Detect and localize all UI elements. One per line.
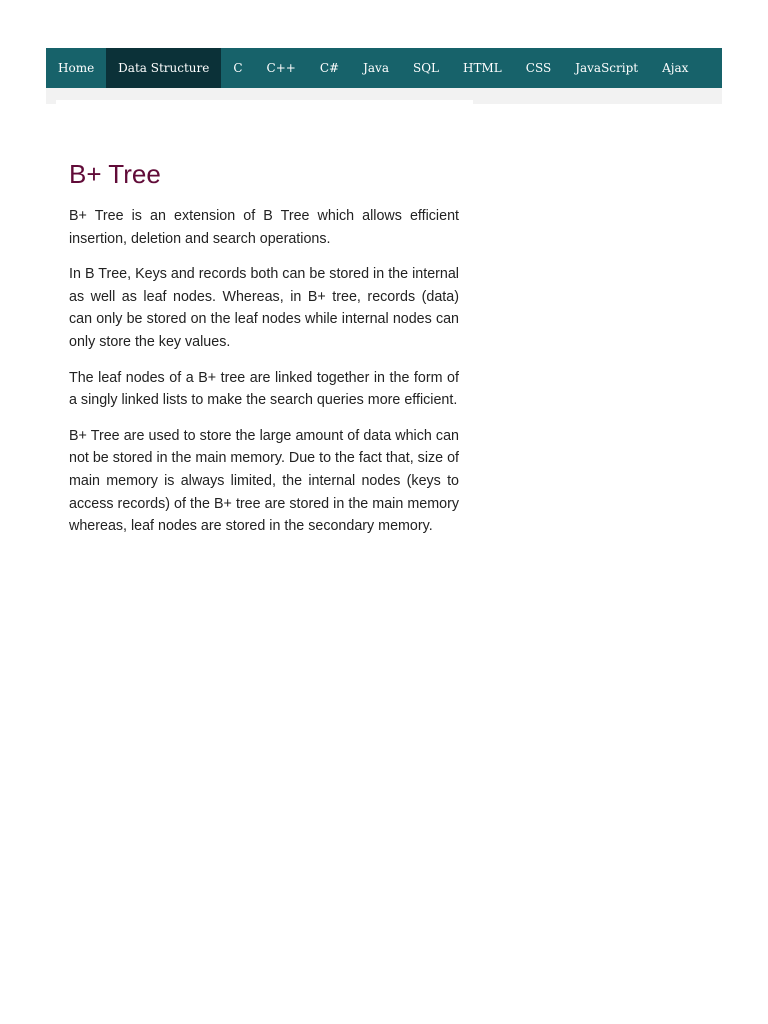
article-body	[69, 205, 459, 551]
nav-ajax[interactable]: Ajax	[662, 61, 689, 75]
article-paragraph: B+ Tree are used to store the large amount of data which can not be stored in the main memory. Due to the fact that, size of main memory is always limited, the internal nodes (keys to access records) of the B+ tree are stored in the main memory whereas, leaf nodes are stored in the secondary memory.	[69, 427, 459, 535]
top-navigation	[46, 48, 722, 88]
page-title: B+ Tree	[69, 159, 161, 189]
article-paragraph: The leaf nodes of a B+ tree are linked together in the form of a singly linked lists to make the search queries more efficient.	[69, 369, 459, 409]
nav-data-structure[interactable]: Data Structure	[106, 48, 221, 88]
nav-css[interactable]: CSS	[525, 61, 552, 75]
article-paragraph: In B Tree, Keys and records both can be stored in the internal as well as leaf nodes. Whereas, in B+ tree, records (data) can only be stored on the leaf nodes while internal nodes can only store the key values.	[69, 266, 459, 350]
nav-javascript[interactable]: JavaScript	[575, 61, 639, 75]
nav-c[interactable]: C	[233, 61, 243, 75]
nav-cpp[interactable]: C++	[266, 61, 296, 75]
nav-html[interactable]: HTML	[463, 61, 502, 75]
nav-csharp[interactable]: C#	[319, 61, 340, 75]
article-paragraph: B+ Tree is an extension of B Tree which allows efficient insertion, deletion and search operations.	[69, 208, 459, 247]
nav-sql[interactable]: SQL	[413, 61, 440, 75]
nav-java[interactable]: Java	[363, 61, 389, 75]
nav-home[interactable]: Home	[58, 61, 95, 75]
